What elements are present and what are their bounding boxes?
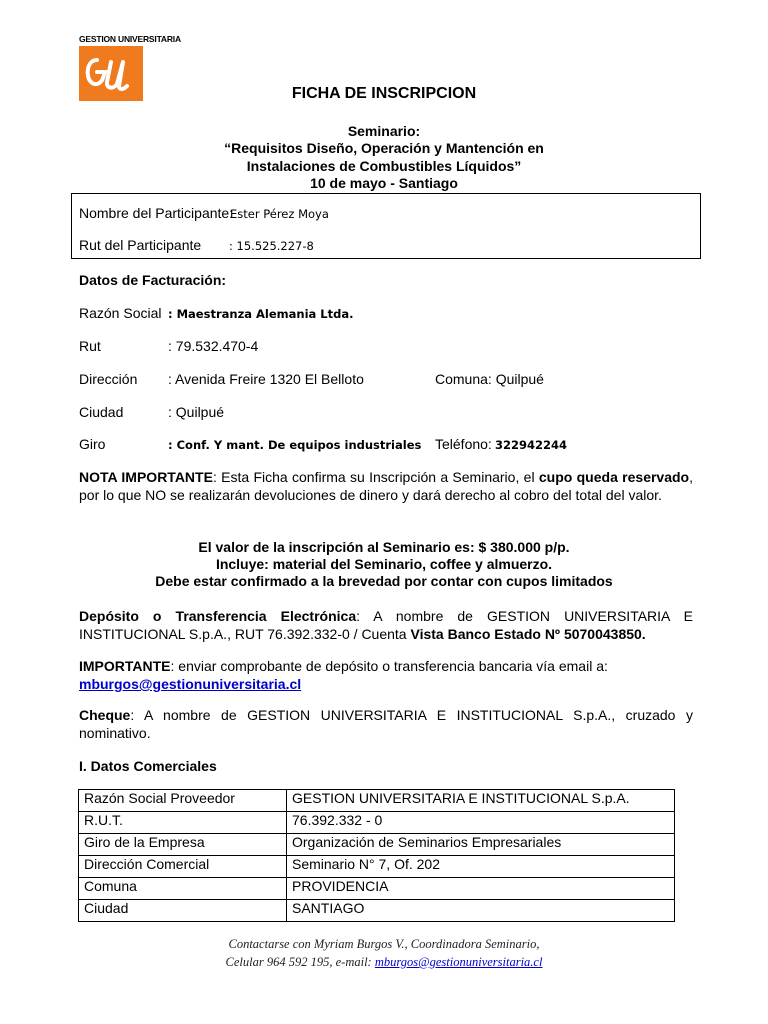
table-cell-label: R.U.T. — [79, 812, 287, 834]
participant-name-value: Ester Pérez Moya — [230, 207, 329, 221]
participant-name-label: Nombre del Participante: — [79, 205, 234, 221]
footer-line2-text: Celular 964 592 195, e-mail: — [225, 955, 375, 969]
importante-email-link[interactable]: mburgos@gestionuniversitaria.cl — [79, 676, 302, 692]
billing-telefono-label: Teléfono: — [435, 436, 492, 452]
table-cell-value: PROVIDENCIA — [287, 878, 675, 900]
comerciales-heading: I. Datos Comerciales — [79, 758, 217, 774]
price-line2: Incluye: material del Seminario, coffee y almuerzo. — [215, 556, 553, 572]
table-cell-label: Ciudad — [79, 900, 287, 922]
footer-email-link[interactable]: mburgos@gestionuniversitaria.cl — [374, 955, 543, 969]
table-cell-value: Seminario N° 7, Of. 202 — [287, 856, 675, 878]
billing-telefono-value: 322942244 — [495, 438, 568, 452]
seminar-name-line2: Instalaciones de Combustibles Líquidos” — [246, 158, 522, 174]
seminar-name-line1: “Requisitos Diseño, Operación y Mantención en — [224, 140, 544, 156]
table-cell-value: 76.392.332 - 0 — [287, 812, 675, 834]
cheque-text: : A nombre de GESTION UNIVERSITARIA E INSTITUCIONAL S.p.A., cruzado y nominativo. — [79, 707, 693, 741]
nota-text2: , por lo que NO se realizarán devoluciones de dinero y dará derecho al cobro del total del valor. — [79, 469, 693, 503]
price-line3: Debe estar confirmado a la brevedad por contar con cupos limitados — [155, 573, 613, 589]
billing-ciudad-label: Ciudad — [79, 404, 124, 420]
table-cell-value: GESTION UNIVERSITARIA E INSTITUCIONAL S.p.A. — [287, 790, 675, 812]
comerciales-table — [78, 789, 675, 922]
importante-text: : enviar comprobante de depósito o transferencia bancaria vía email a: — [170, 658, 608, 674]
billing-razon-label: Razón Social — [79, 305, 162, 321]
table-row — [79, 900, 675, 922]
seminar-label: Seminario: — [347, 123, 421, 139]
importante-bold: IMPORTANTE — [79, 658, 171, 674]
footer-line1: Contactarse con Myriam Burgos V., Coordinadora Seminario, — [228, 937, 540, 951]
logo-text: GESTION UNIVERSITARIA — [79, 34, 181, 44]
table-row — [79, 856, 675, 878]
billing-razon-value: : Maestranza Alemania Ltda. — [168, 307, 354, 321]
billing-rut-value: : 79.532.470-4 — [168, 338, 259, 354]
billing-heading: Datos de Facturación: — [79, 272, 227, 288]
table-cell-label: Razón Social Proveedor — [79, 790, 287, 812]
nota-bold1: NOTA IMPORTANTE — [79, 469, 213, 485]
footer-line2 — [0, 953, 768, 971]
deposito-bold1: Depósito o Transferencia Electrónica — [79, 608, 357, 624]
seminar-date-place: 10 de mayo - Santiago — [310, 175, 458, 191]
billing-ciudad-value: : Quilpué — [168, 404, 225, 420]
nota-bold2: cupo queda reservado — [538, 469, 690, 485]
deposito-text1: : A nombre de GESTION UNIVERSITARIA E INSTITUCIONAL S.p.A., RUT 76.392.332-0 / Cuenta — [79, 608, 693, 642]
deposito-paragraph — [79, 607, 693, 643]
nota-importante — [79, 468, 693, 504]
document-title: FICHA DE INSCRIPCION — [291, 85, 477, 102]
table-row — [79, 812, 675, 834]
billing-giro-value: : Conf. Y mant. De equipos industriales — [168, 438, 422, 452]
table-cell-label: Comuna — [79, 878, 287, 900]
cheque-bold: Cheque — [79, 707, 131, 723]
table-cell-value: Organización de Seminarios Empresariales — [287, 834, 675, 856]
table-cell-label: Dirección Comercial — [79, 856, 287, 878]
price-line1: El valor de la inscripción al Seminario es: $ 380.000 p/p. — [198, 539, 570, 555]
nota-text1: : Esta Ficha confirma su Inscripción a Seminario, el — [212, 469, 539, 485]
billing-comuna: Comuna: Quilpué — [435, 371, 544, 387]
participant-rut-value: : 15.525.227-8 — [229, 239, 314, 253]
table-row — [79, 878, 675, 900]
billing-giro-label: Giro — [79, 436, 106, 452]
billing-direccion-value: : Avenida Freire 1320 El Belloto — [168, 371, 364, 387]
cheque-paragraph — [79, 706, 693, 742]
table-row — [79, 790, 675, 812]
participant-rut-label: Rut del Participante — [79, 237, 202, 253]
table-row — [79, 834, 675, 856]
billing-rut-label: Rut — [79, 338, 101, 354]
importante-paragraph — [79, 657, 693, 693]
table-cell-label: Giro de la Empresa — [79, 834, 287, 856]
table-cell-value: SANTIAGO — [287, 900, 675, 922]
deposito-bold2: Vista Banco Estado Nº 5070043850. — [410, 626, 646, 642]
billing-direccion-label: Dirección — [79, 371, 138, 387]
